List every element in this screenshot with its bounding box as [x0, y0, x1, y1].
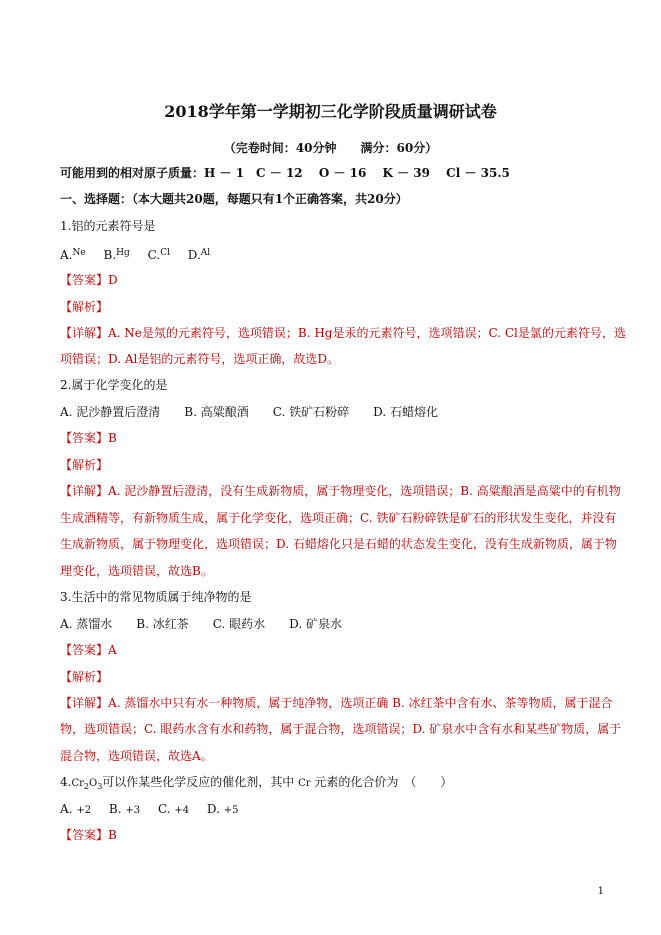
option-d: D.$^{Al}$	[187, 248, 211, 262]
question-4-options	[60, 801, 253, 819]
option-a: A.$^{Ne}$	[60, 248, 86, 262]
question-2-detail-line: 理变化，选项错误，故选B。	[60, 564, 213, 578]
question-2-answer: 【答案】B	[60, 431, 117, 445]
question-2-detail-line: 生成新物质，属于物理变化，选项错误；D. 石蜡熔化只是石蜡的状态发生变化，没有生成新物质，属于物	[60, 537, 617, 551]
question-3-analysis-label: 【解析】	[60, 670, 109, 684]
question-3-answer: 【答案】A	[60, 643, 117, 657]
question-3-detail-line: 物，选项错误；C. 眼药水含有水和药物，属于混合物，选项错误；D. 矿泉水中含有水和某些矿物质，属于	[60, 722, 622, 736]
question-2-detail-line: 生成酒精等，有新物质生成，属于化学变化，选项正确；C. 铁矿石粉碎铁是矿石的形状发生变化，并没有	[60, 511, 617, 525]
question-3-detail-line: 【详解】A. 蒸馏水中只有水一种物质，属于纯净物，选项正确 B. 冰红茶中含有水、茶等物质，属于混合	[60, 696, 613, 710]
option-b: B. +3	[108, 802, 141, 816]
option-b: B.$^{Hg}$	[103, 248, 130, 262]
question-3-stem: 3.生活中的常见物质属于纯净物的是	[60, 590, 252, 604]
section-heading: 一、选择题：（本大题共20题，每题只有1个正确答案，共20分）	[60, 192, 408, 206]
page-title: 2018学年第一学期初三化学阶段质量调研试卷	[164, 102, 497, 121]
question-2-analysis-label: 【解析】	[60, 458, 109, 472]
question-1-detail-line: 【详解】A. Ne是氖的元素符号，选项错误；B. Hg是汞的元素符号，选项错误；C. Cl是氯的元素符号，选	[60, 326, 626, 340]
question-1-answer: 【答案】D	[60, 273, 118, 287]
page-number: 1	[597, 886, 604, 897]
question-3-detail-line: 混合物，选项错误，故选A。	[60, 749, 213, 763]
question-3-options: A. 蒸馏水 B. 冰红茶 C. 眼药水 D. 矿泉水	[60, 617, 342, 631]
exam-info: （完卷时间：40分钟 满分：60分）	[223, 141, 438, 155]
question-2-stem: 2.属于化学变化的是	[60, 378, 168, 392]
question-1-detail-line: 项错误；D. Al是铝的元素符号，选项正确，故选D。	[60, 352, 339, 366]
question-1-options	[60, 245, 224, 263]
question-1-analysis-label: 【解析】	[60, 300, 109, 314]
question-1-stem: 1.铝的元素符号是	[60, 219, 156, 233]
question-2-detail-line: 【详解】A. 泥沙静置后澄清，没有生成新物质，属于物理变化，选项错误；B. 高粱酿酒是高粱中的有机物	[60, 484, 621, 498]
question-2-options: A. 泥沙静置后澄清 B. 高粱酿酒 C. 铁矿石粉碎 D. 石蜡熔化	[60, 405, 438, 419]
atomic-masses: 可能用到的相对原子质量：H － 1 C － 12 O － 16 K － 39 Cl － 35.5	[60, 166, 510, 180]
question-4-answer: 【答案】B	[60, 828, 117, 842]
option-d: D. +5	[206, 802, 239, 816]
option-c: C. +4	[157, 802, 190, 816]
option-c: C.$^{Cl}$	[147, 248, 170, 262]
option-a: A. +2	[60, 802, 92, 816]
question-4-stem: $4.Cr_2O_3$可以作某些化学反应的催化剂，其中 Cr 元素的化合价为 （ ）	[60, 775, 453, 791]
